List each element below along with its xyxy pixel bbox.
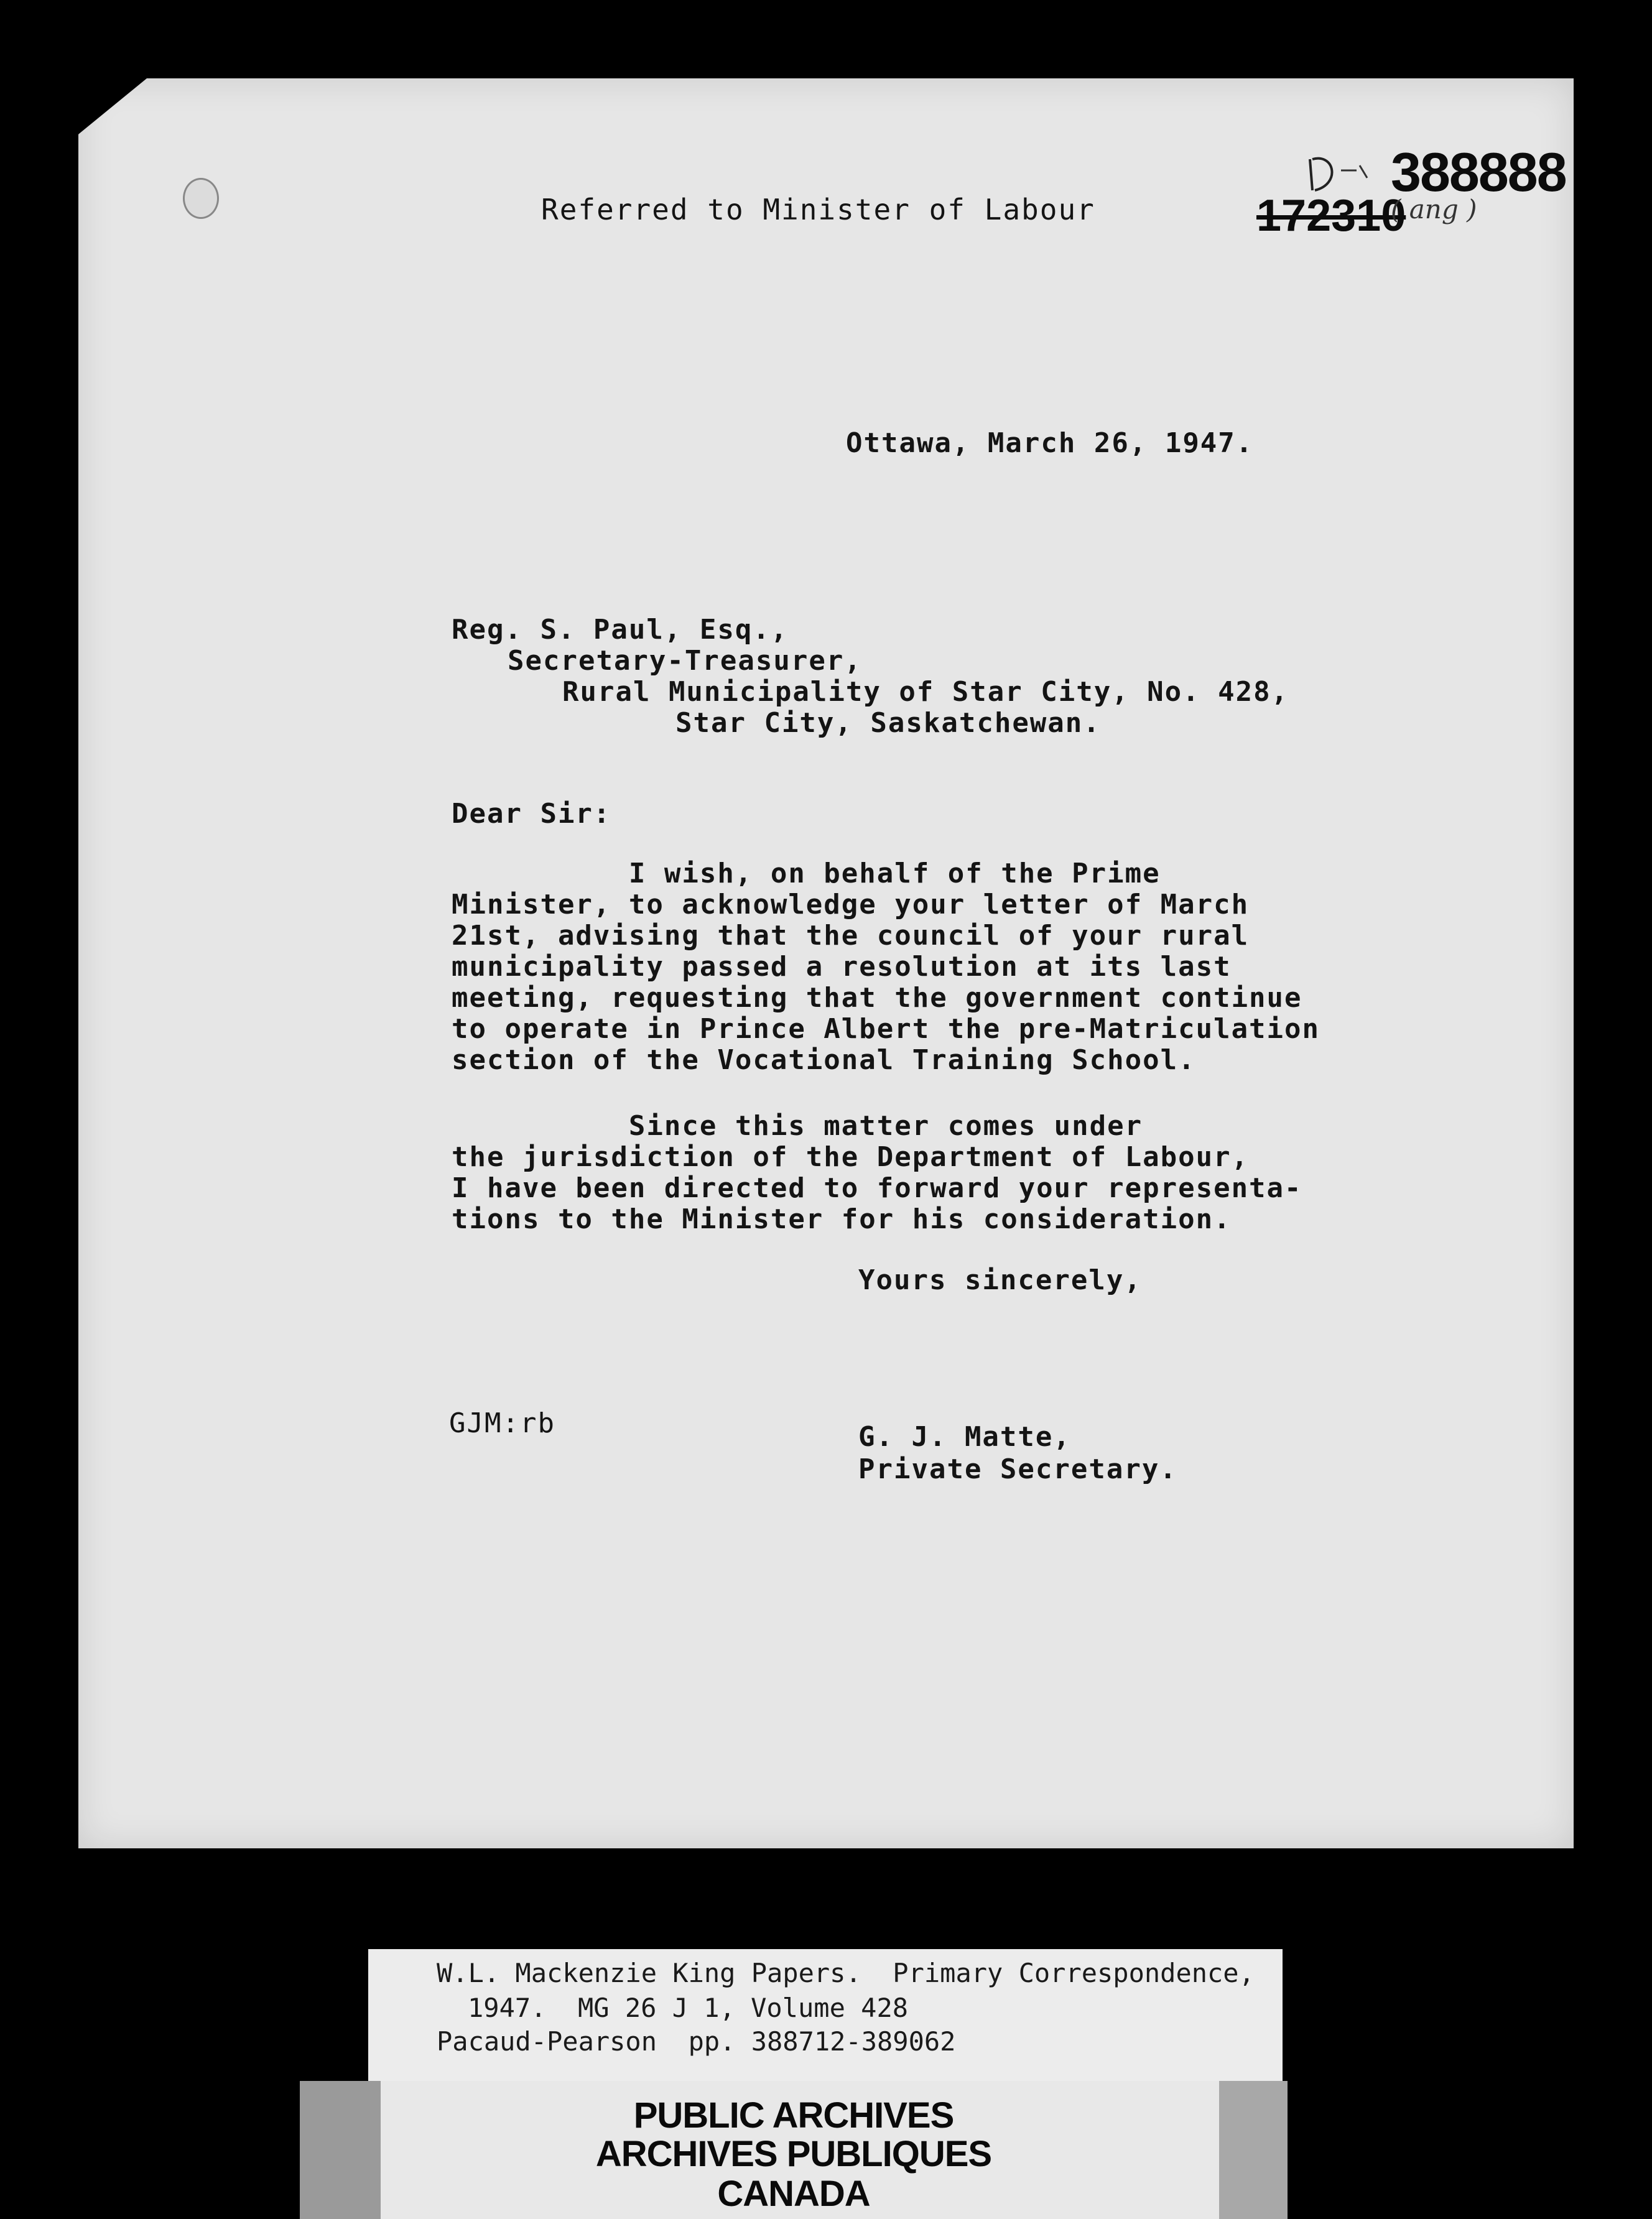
archives-line-2: ARCHIVES PUBLIQUES	[595, 2134, 992, 2174]
handwritten-annotation: ( ang )	[1391, 194, 1477, 225]
letter-date: Ottawa, March 26, 1947.	[846, 427, 1254, 459]
collection-label-line-1: W.L. Mackenzie King Papers. Primary Correspondence,	[437, 1958, 1255, 1988]
signatory-title: Private Secretary.	[858, 1453, 1177, 1485]
recipient-organization: Rural Municipality of Star City, No. 428,	[562, 676, 1289, 708]
stamp-number: 388888	[1391, 141, 1566, 203]
collection-label-line-3: Pacaud-Pearson pp. 388712-389062	[437, 2026, 956, 2057]
referral-note: Referred to Minister of Labour	[541, 193, 1095, 226]
recipient-title: Secretary-Treasurer,	[508, 645, 862, 677]
archives-line-1: PUBLIC ARCHIVES	[633, 2095, 954, 2136]
file-stamp-area	[1179, 141, 1566, 265]
punch-hole	[183, 178, 219, 219]
body-paragraph-2: Since this matter comes under the jurisdiction of the Department of Labour, I have been directed to forward your representa- tions to the Minister for his consideration.	[452, 1110, 1302, 1235]
reference-initials: GJM:rb	[449, 1407, 555, 1439]
pencil-mark-icon	[1297, 141, 1385, 197]
collection-label	[368, 1949, 1283, 2082]
letter-page	[78, 78, 1574, 1848]
archives-line-3: CANADA	[717, 2174, 870, 2214]
recipient-name: Reg. S. Paul, Esq.,	[452, 614, 789, 646]
recipient-location: Star City, Saskatchewan.	[675, 707, 1101, 739]
collection-label-line-2: 1947. MG 26 J 1, Volume 428	[468, 1993, 909, 2023]
closing: Yours sincerely,	[858, 1264, 1142, 1296]
folded-corner	[78, 78, 147, 134]
salutation: Dear Sir:	[452, 798, 611, 830]
archives-stamp	[300, 2081, 1288, 2219]
signatory-name: G. J. Matte,	[858, 1421, 1071, 1453]
body-paragraph-1: I wish, on behalf of the Prime Minister, to acknowledge your letter of March 21st, advising that the council of your rural municipality passed a resolution at its last meeting, requesting that the government continue to operate in Prince Albert the pre-Matriculation section of the Vocational Training School.	[452, 858, 1320, 1076]
filed-number: 172310	[1256, 191, 1406, 241]
